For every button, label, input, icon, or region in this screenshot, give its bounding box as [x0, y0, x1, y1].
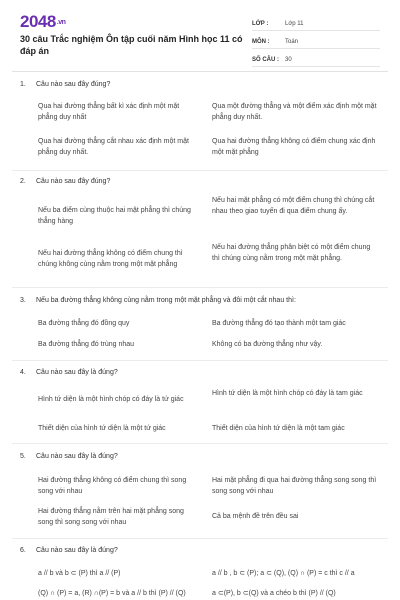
answer-option-b[interactable]: Ba đường thẳng đó tạo thành một tam giác: [212, 320, 346, 327]
answer-option-c[interactable]: (Q) ∩ (P) = a, (R) ∩(P) = b và a // b thì (P) // (Q): [38, 590, 186, 597]
answer-option-a[interactable]: Hai đường thẳng không có điểm chung thì song song với nhau: [38, 477, 187, 495]
question-text: Câu nào sau đây là đúng?: [36, 547, 118, 554]
answer-option-c[interactable]: Thiết diện của hình tứ diện là một tứ giác: [38, 425, 166, 432]
answer-option-c[interactable]: Qua hai đường thẳng cắt nhau xác định một mặt phẳng duy nhất.: [38, 138, 189, 156]
answer-option-d[interactable]: a ⊂(P), b ⊂(Q) và a chéo b thì (P) // (Q): [212, 590, 336, 597]
answer-option-a[interactable]: Nếu ba điểm cùng thuộc hai mặt phẳng thì chúng thẳng hàng: [38, 207, 191, 225]
question-text: Câu nào sau đây là đúng?: [36, 453, 118, 460]
answer-option-a[interactable]: Ba đường thẳng đó đồng quy: [38, 320, 130, 327]
question-separator: [12, 538, 388, 539]
answer-option-b[interactable]: Hình tứ diện là một hình chóp có đáy là tam giác: [212, 390, 363, 397]
question-number: 6.: [20, 547, 26, 554]
question-number: 1.: [20, 81, 26, 88]
logo-suffix: .vn: [56, 19, 66, 27]
answer-option-d[interactable]: Qua hai đường thẳng không có điểm chung xác định một mặt phẳng: [212, 138, 376, 156]
question-text: Câu nào sau đây là đúng?: [36, 369, 118, 376]
question-separator: [12, 287, 388, 288]
meta-value: Lớp 11: [285, 21, 304, 27]
meta-row-count: [252, 49, 380, 67]
answer-option-d[interactable]: Cả ba mệnh đề trên đều sai: [212, 513, 299, 520]
header-divider: [12, 71, 388, 72]
answer-option-a[interactable]: Qua hai đường thẳng bất kì xác định một mặt phẳng duy nhất: [38, 103, 180, 121]
meta-label: MÔN :: [252, 39, 270, 45]
answer-option-b[interactable]: a // b , b ⊂ (P); a ⊂ (Q), (Q) ∩ (P) = c thì c // a: [212, 570, 355, 577]
answer-option-b[interactable]: Nếu hai mặt phẳng có một điểm chung thì chúng cắt nhau theo giao tuyến đi qua điểm chung ấy.: [212, 197, 375, 215]
meta-row-class: [252, 13, 380, 31]
meta-row-subject: [252, 31, 380, 49]
question-text: Nếu ba đường thẳng không cùng nằm trong một mặt phẳng và đôi một cắt nhau thì:: [36, 297, 296, 304]
question-number: 5.: [20, 453, 26, 460]
answer-option-d[interactable]: Nếu hai đường thẳng phân biệt có một điểm chung thì chúng cùng nằm trong một mặt phẳng.: [212, 244, 371, 262]
answer-option-b[interactable]: Hai mặt phẳng đi qua hai đường thẳng song song thì song song với nhau: [212, 477, 377, 495]
question-separator: [12, 443, 388, 444]
document-header: [0, 0, 400, 70]
answer-option-c[interactable]: Ba đường thẳng đó trùng nhau: [38, 341, 135, 348]
document-meta: [252, 13, 380, 67]
question-separator: [12, 170, 388, 171]
answer-option-c[interactable]: Nếu hai đường thẳng không có điểm chung thì chúng không cùng nằm trong một mặt phẳng: [38, 250, 183, 268]
meta-value: 30: [285, 57, 292, 63]
answer-option-b[interactable]: Qua một đường thẳng và một điểm xác định một mặt phẳng duy nhất.: [212, 103, 377, 121]
question-number: 4.: [20, 369, 26, 376]
answer-option-d[interactable]: Thiết diện của hình tứ diện là một tam giác: [212, 425, 345, 432]
answer-option-a[interactable]: Hình tứ diện là một hình chóp có đáy là tứ giác: [38, 396, 184, 403]
site-logo[interactable]: [20, 12, 65, 32]
meta-label: SỐ CÂU :: [252, 57, 279, 63]
document-title: 30 câu Trắc nghiệm Ôn tập cuối năm Hình học 11 có đáp án: [20, 34, 243, 56]
answer-option-c[interactable]: Hai đường thẳng nằm trên hai mặt phẳng song song thì song song với nhau: [38, 508, 184, 526]
question-text: Câu nào sau đây đúng?: [36, 178, 111, 185]
question-number: 3.: [20, 297, 26, 304]
answer-option-a[interactable]: a // b và b ⊂ (P) thì a // (P): [38, 570, 121, 577]
logo-text: 2048: [20, 12, 56, 31]
meta-label: LỚP :: [252, 21, 269, 27]
question-text: Câu nào sau đây đúng?: [36, 81, 111, 88]
question-number: 2.: [20, 178, 26, 185]
question-separator: [12, 360, 388, 361]
answer-option-d[interactable]: Không có ba đường thẳng như vậy.: [212, 341, 323, 348]
meta-value: Toán: [285, 39, 299, 45]
